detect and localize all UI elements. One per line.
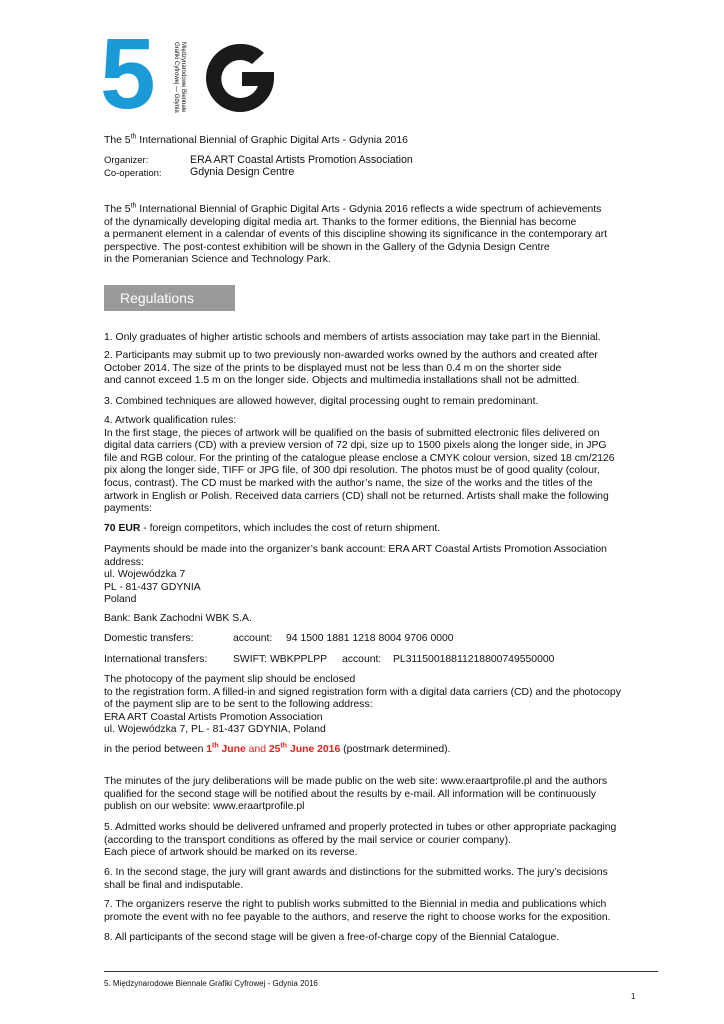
cooperation-value: Gdynia Design Centre — [190, 166, 295, 178]
payment-slip-paragraph: The photocopy of the payment slip should be enclosed to the registration form. A filled-in and signed registration form with a digital data carriers (CD) and the photocopy of the payment slip are to be sent to the following address: ERA ART Coastal Artists Promotion Association ul. Wojewódzka 7, PL - 81-437 GDYNIA, Poland — [104, 674, 621, 736]
footer-divider — [104, 971, 658, 972]
organizer-label: Organizer: — [104, 155, 149, 166]
fee-amount: 70 EUR — [104, 523, 141, 534]
page-number: 1 — [631, 992, 636, 1001]
regulations-heading: Regulations — [104, 285, 235, 311]
bank-name: Bank: Bank Zachodni WBK S.A. — [104, 613, 252, 624]
rule-7: 7. The organizers reserve the right to publish works submitted to the Biennial in media and publications which promote the event with no fee payable to the authors, and reserve the right to choose works for the exposition. — [104, 899, 611, 923]
domestic-account-label: account: — [233, 633, 273, 644]
rule-4: 4. Artwork qualification rules: In the first stage, the pieces of artwork will be qualified on the basis of submitted electronic files delivered on digital data carriers (CD) with a preview version of 72 dpi, size up to 1500 pixels along the longer side, in JPG file and RGB colour. For the printing of the catalogue please enclose a CMYK colour version, sized 18 cm/2126 pix along the longer side, TIFF or JPG file, of 300 dpi resolution. The photos must be of good quality (colour, focus, contrast). The CD must be marked with the author’s name, the size of the works and the titles of the artwork in English or Polish. Received data carriers (CD) shall not be returned. Artists shall make the following payments: — [104, 415, 615, 515]
logo-numeral: 5 — [100, 18, 156, 130]
logo — [100, 18, 280, 130]
domestic-transfers-label: Domestic transfers: — [104, 633, 194, 644]
rule-1: 1. Only graduates of higher artistic schools and members of artists association may take part in the Biennial. — [104, 332, 601, 343]
footer-text: 5. Międzynarodowe Biennale Grafiki Cyfrowej - Gdynia 2016 — [104, 979, 318, 988]
logo-vertical-text — [172, 42, 186, 113]
organizer-value: ERA ART Coastal Artists Promotion Association — [190, 154, 413, 166]
international-account-label: account: — [342, 654, 382, 665]
payment-details: Payments should be made into the organizer’s bank account: ERA ART Coastal Artists Promotion Association address: ul. Wojewódzka 7 PL - 81-437 GDYNIA Poland — [104, 544, 607, 606]
international-swift: SWIFT: WBKPPLPP — [233, 654, 328, 665]
period-start-date: 1th June — [206, 742, 246, 755]
rule-3: 3. Combined techniques are allowed however, digital processing ought to remain predominant. — [104, 396, 539, 407]
document-title: The 5th International Biennial of Graphic Digital Arts - Gdynia 2016 — [104, 133, 408, 146]
rule-8: 8. All participants of the second stage will be given a free-of-charge copy of the Biennial Catalogue. — [104, 932, 560, 943]
cooperation-row — [104, 168, 162, 181]
fee-text: - foreign competitors, which includes the cost of return shipment. — [140, 523, 441, 534]
period-end-date: 25th June 2016 — [268, 742, 341, 755]
logo-g-icon — [202, 40, 278, 116]
rule-5: 5. Admitted works should be delivered unframed and properly protected in tubes or other appropriate packaging (according to the transport conditions as offered by the mail service or courier company). Each piece of artwork should be marked on its reverse. — [104, 822, 617, 859]
international-account-number: PL31150018811218800749550000 — [393, 654, 555, 665]
submission-period: in the period between 1th June and 25th June 2016 (postmark determined). — [104, 742, 451, 755]
cooperation-label: Co-operation: — [104, 168, 162, 179]
domestic-account-number: 94 1500 1881 1218 8004 9706 0000 — [286, 633, 454, 644]
rule-6: 6. In the second stage, the jury will grant awards and distinctions for the submitted works. The jury’s decisions shall be final and indisputable. — [104, 867, 608, 891]
organizer-row — [104, 155, 148, 168]
logo-text-line1: Międzynarodowe Biennale — [180, 42, 186, 113]
fee-line — [104, 523, 440, 536]
logo-text-line2: Grafiki Cyfrowej — Gdynia — [173, 42, 179, 113]
intro-paragraph: The 5th International Biennial of Graphic Digital Arts - Gdynia 2016 reflects a wide spectrum of achievements of the dynamically developing digital media art. Thanks to the former editions, the Biennial has become a permanent element in a calendar of events of this discipline showing its significance in the contemporary art perspective. The post-contest exhibition will be shown in the Gallery of the Gdynia Design Centre in the Pomeranian Science and Technology Park. — [104, 202, 608, 266]
international-transfers-label: International transfers: — [104, 654, 208, 665]
rule-2: 2. Participants may submit up to two previously non-awarded works owned by the authors and created after October 2014. The size of the prints to be displayed must not be less than 0.4 m on the shorter side and cannot exceed 1.5 m on the longer side. Objects and multimedia installations shall not be admitted. — [104, 350, 598, 387]
jury-paragraph: The minutes of the jury deliberations will be made public on the web site: www.eraartprofile.pl and the authors qualified for the second stage will be notified about the results by e-mail. All information will be continuously publish on our website: www.eraartprofile.pl — [104, 776, 608, 813]
